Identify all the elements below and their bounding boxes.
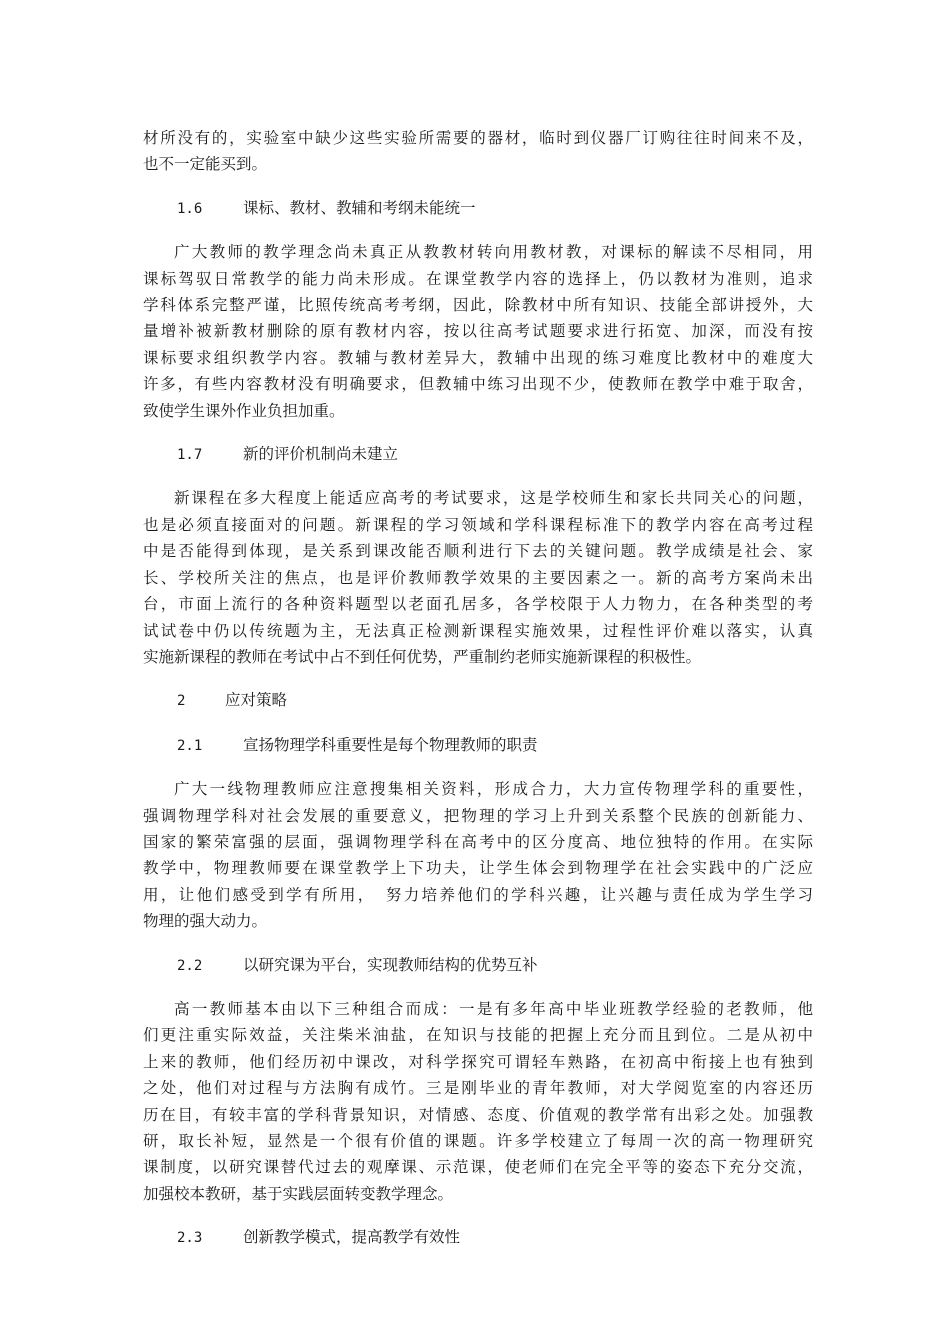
- section-title: 应对策略: [225, 691, 288, 710]
- section-heading-2-1: [143, 732, 813, 759]
- text-line: 材所没有的，实验室中缺少这些实验所需要的器材，临时到仪器厂订购往往时间来不及，: [143, 129, 813, 147]
- section-number: 1.7: [177, 447, 203, 464]
- text-line: 学科体系完整严谨，比照传统高考考纲，因此，除教材中所有知识、技能全部讲授外，大: [143, 296, 813, 315]
- section-title: 新的评价机制尚未建立: [243, 445, 399, 464]
- document-page: [143, 125, 813, 1269]
- text-line: 上来的教师，他们经历初中课改，对科学探究可谓轻车熟路，在初高中衔接上也有独到: [143, 1052, 813, 1071]
- text-line: 们更注重实际效益，关注柴米油盐，在知识与技能的把握上充分而且到位。二是从初中: [143, 1026, 813, 1045]
- section-heading-2-3: [143, 1224, 813, 1251]
- section-title: 宣扬物理学科重要性是每个物理教师的职责: [243, 735, 538, 754]
- text-line: 许多，有些内容教材没有明确要求，但教辅中练习出现不少，使教师在教学中难于取舍，: [143, 375, 813, 394]
- text-line: 致使学生课外作业负担加重。: [143, 401, 345, 420]
- section-number: 2.2: [177, 957, 203, 974]
- section-title: 课标、教材、教辅和考纲未能统一: [243, 198, 476, 217]
- text-line: 广大一线物理教师应注意搜集相关资料，形成合力，大力宣传物理学科的重要性，: [174, 780, 813, 799]
- paragraph-1-6: [143, 239, 813, 424]
- text-line: 历在目，有较丰富的学科背景知识，对情感、态度、价值观的教学常有出彩之处。加强教: [143, 1105, 813, 1124]
- text-line: 也不一定能买到。: [143, 155, 268, 174]
- text-line: 研，取长补短，显然是一个很有价值的课题。许多学校建立了每周一次的高一物理研究: [143, 1132, 813, 1150]
- paragraph-1-7: [143, 485, 813, 670]
- section-heading-2-2: [143, 952, 813, 979]
- text-line: 之处，他们对过程与方法胸有成竹。三是刚毕业的青年教师，对大学阅览室的内容还历: [143, 1079, 813, 1098]
- text-line: 试试卷中仍以传统题为主，无法真正检测新课程实施效果，过程性评价难以落实，认真: [143, 621, 813, 640]
- intro-paragraph: [143, 125, 813, 178]
- text-line: 也是必须直接面对的问题。新课程的学习领域和学科课程标准下的教学内容在高考过程: [143, 515, 813, 534]
- text-line: 课制度，以研究课替代过去的观摩课、示范课，使老师们在完全平等的姿态下充分交流，: [143, 1158, 813, 1177]
- text-line: 高一教师基本由以下三种组合而成：一是有多年高中毕业班教学经验的老教师，他: [174, 999, 813, 1018]
- paragraph-2-2: [143, 996, 813, 1207]
- text-line: 新课程在多大程度上能适应高考的考试要求，这是学校师生和家长共同关心的问题，: [174, 489, 813, 508]
- text-line: 台，市面上流行的各种资料题型以老面孔居多，各学校限于人力物力，在各种类型的考: [143, 595, 813, 614]
- text-line: 中是否能得到体现，是关系到课改能否顺利进行下去的关键问题。教学成绩是社会、家: [143, 542, 813, 561]
- section-title: 以研究课为平台，实现教师结构的优势互补: [243, 955, 538, 974]
- section-number: 2: [177, 693, 186, 710]
- section-number: 2.3: [177, 1230, 203, 1247]
- text-line: 实施新课程的教师在考试中占不到任何优势，严重制约老师实施新课程的积极性。: [143, 647, 702, 666]
- section-heading-1-7: [143, 441, 813, 468]
- text-line: 强调物理学科对社会发展的重要意义，把物理的学习上升到关系整个民族的创新能力、: [143, 806, 813, 825]
- text-line: 长、学校所关注的焦点，也是评价教师教学效果的主要因素之一。新的高考方案尚未出: [143, 568, 813, 587]
- text-line: 用，让他们感受到学有所用， 努力培养他们的学科兴趣，让兴趣与责任成为学生学习: [143, 885, 813, 904]
- text-line: 物理的强大动力。: [143, 912, 268, 931]
- section-title: 创新教学模式，提高教学有效性: [243, 1228, 461, 1247]
- section-heading-1-6: [143, 195, 813, 222]
- section-heading-2: [143, 687, 813, 714]
- section-number: 2.1: [177, 737, 203, 754]
- text-line: 课标驾驭日常教学的能力尚未形成。在课堂教学内容的选择上，仍以教材为准则，追求: [143, 269, 813, 288]
- section-number: 1.6: [177, 200, 203, 217]
- text-line: 课标要求组织教学内容。教辅与教材差异大，教辅中出现的练习难度比教材中的难度大: [143, 348, 813, 367]
- text-line: 教学中，物理教师要在课堂教学上下功夫，让学生体会到物理学在社会实践中的广泛应: [143, 859, 813, 878]
- text-line: 国家的繁荣富强的层面，强调物理学科在高考中的区分度高、地位独特的作用。在实际: [143, 832, 813, 851]
- text-line: 广大教师的教学理念尚未真正从教教材转向用教材教，对课标的解读不尽相同，用: [174, 243, 813, 262]
- paragraph-2-1: [143, 776, 813, 934]
- text-line: 加强校本教研，基于实践层面转变教学理念。: [143, 1184, 454, 1203]
- text-line: 量增补被新教材删除的原有教材内容，按以往高考试题要求进行拓宽、加深，而没有按: [143, 322, 813, 341]
